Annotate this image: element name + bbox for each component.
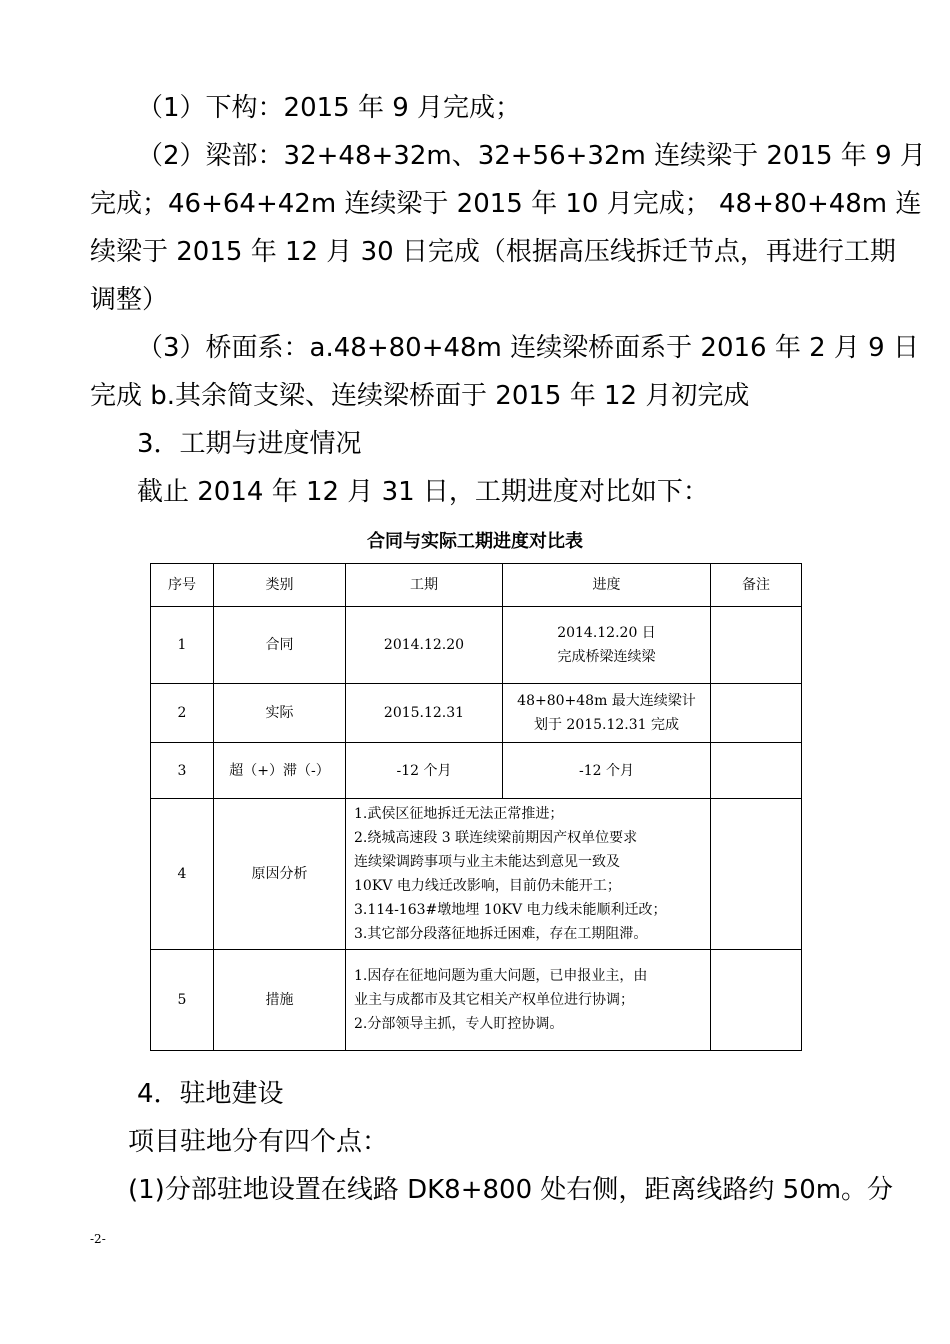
header-category: 类别 [214,564,346,607]
paragraph-camp-intro: 项目驻地分有四个点： [128,1127,389,1157]
cell-note [711,684,802,743]
table-caption: 合同与实际工期进度对比表 [367,531,583,552]
page-number: -2- [90,1232,106,1246]
section-heading-camp: 4．驻地建设 [137,1079,284,1109]
paragraph-deck-line-1: （3）桥面系：a.48+80+48m 连续梁桥面系于 2016 年 2 月 9 日 [137,333,919,363]
table-row-analysis [151,799,802,950]
cell-category: 实际 [214,684,346,743]
progress-comparison-table [150,563,802,1051]
cell-category: 措施 [214,950,346,1051]
analysis-line: 10KV 电力线迁改影响，目前仍未能开工； [354,878,621,894]
measures-line: 1.因存在征地问题为重大问题，已申报业主，由 [354,968,648,984]
table-row [151,607,802,684]
cell-analysis-text [346,799,711,950]
analysis-line: 2.绕城高速段 3 联连续梁前期因产权单位要求 [354,830,638,846]
cell-note [711,799,802,950]
cell-progress [503,607,711,684]
measures-line: 业主与成都市及其它相关产权单位进行协调； [354,992,634,1008]
progress-line: 48+80+48m 最大连续梁计 [517,693,696,709]
cell-period: 2015.12.31 [346,684,503,743]
paragraph-beam-line-4: 调整） [90,285,169,315]
paragraph-progress-intro: 截止 2014 年 12 月 31 日，工期进度对比如下： [137,477,709,507]
paragraph-beam-line-3: 续梁于 2015 年 12 月 30 日完成（根据高压线拆迁节点，再进行工期 [90,237,896,267]
cell-note [711,950,802,1051]
cell-no: 4 [151,799,214,950]
cell-period: 2014.12.20 [346,607,503,684]
paragraph-beam-line-2: 完成；46+64+42m 连续梁于 2015 年 10 月完成； 48+80+48m 连 [90,189,922,219]
cell-category: 原因分析 [214,799,346,950]
header-progress: 进度 [503,564,711,607]
table-row [151,684,802,743]
cell-no: 5 [151,950,214,1051]
header-no: 序号 [151,564,214,607]
cell-note [711,743,802,799]
cell-measures-text [346,950,711,1051]
paragraph-lower-structure: （1）下构：2015 年 9 月完成； [137,93,522,123]
cell-category: 超（+）滞（-） [214,743,346,799]
cell-progress [503,684,711,743]
cell-category: 合同 [214,607,346,684]
cell-period: -12 个月 [346,743,503,799]
analysis-line: 3.114-163#墩地埋 10KV 电力线未能顺利迁改； [354,902,667,918]
table-row [151,743,802,799]
paragraph-beam-line-1: （2）梁部：32+48+32m、32+56+32m 连续梁于 2015 年 9 月 [137,141,926,171]
paragraph-camp-detail: (1)分部驻地设置在线路 DK8+800 处右侧，距离线路约 50m。分 [128,1175,894,1205]
cell-note [711,607,802,684]
table-header-row [151,564,802,607]
paragraph-deck-line-2: 完成 b.其余简支梁、连续梁桥面于 2015 年 12 月初完成 [90,381,750,411]
progress-line: 完成桥梁连续梁 [557,649,656,665]
header-note: 备注 [711,564,802,607]
cell-no: 2 [151,684,214,743]
analysis-line: 连续梁调跨事项与业主未能达到意见一致及 [354,854,620,870]
analysis-line: 3.其它部分段落征地拆迁困难，存在工期阻滞。 [354,926,648,942]
table-row-measures [151,950,802,1051]
progress-line: 划于 2015.12.31 完成 [533,717,680,733]
progress-line: 2014.12.20 日 [557,625,656,641]
section-heading-progress: 3．工期与进度情况 [137,429,362,459]
analysis-line: 1.武侯区征地拆迁无法正常推进； [354,806,564,822]
cell-no: 3 [151,743,214,799]
header-period: 工期 [346,564,503,607]
measures-line: 2.分部领导主抓，专人盯控协调。 [354,1016,564,1032]
cell-progress: -12 个月 [503,743,711,799]
cell-no: 1 [151,607,214,684]
